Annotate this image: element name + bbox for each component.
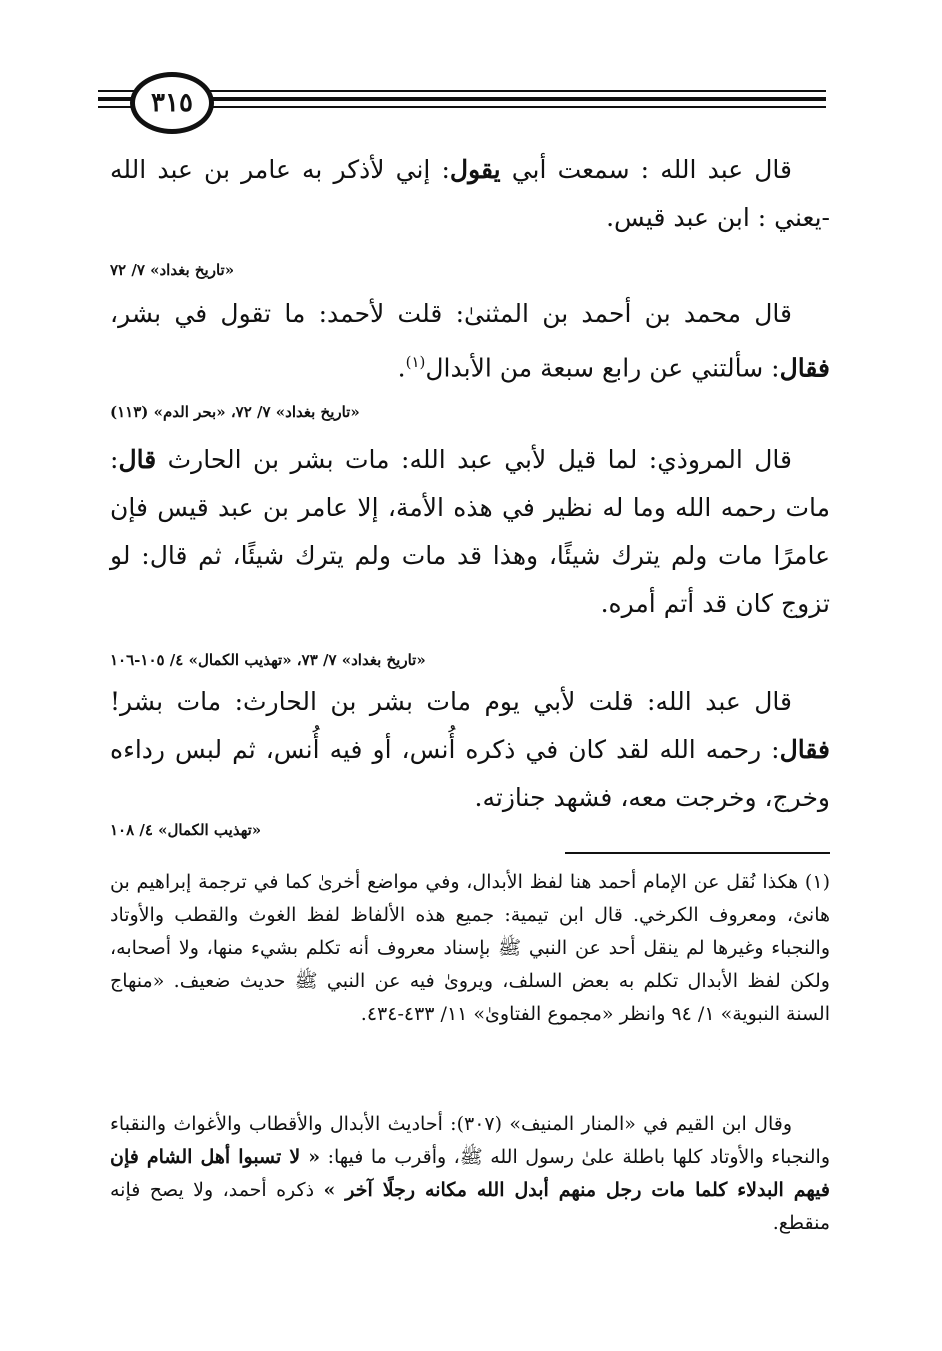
footnote-marker[interactable]: (١): [405, 353, 426, 371]
paragraph-3: قال المروذي: لما قيل لأبي عبد الله: مات بشر بن الحارث قال: مات رحمه الله وما له نظير في هذه الأمة، إلا عامر بن عبد قيس فإن عامرًا مات ولم يترك شيئًا، وهذا قد مات ولم يترك شيئًا، ثم قال: لو تزوج كان قد أتم أمره.: [110, 445, 830, 618]
paragraph-4: قال عبد الله: قلت لأبي يوم مات بشر بن الحارث: مات بشر! فقال: رحمه الله لقد كان في ذكره أُنس، أو فيه أُنس، ثم لبس رداءه وخرج، وخرجت معه، فشهد جنازته.: [110, 687, 830, 812]
source-citation-3: «تاريخ بغداد» ٧/ ٧٣، «تهذيب الكمال» ٤/ ١٠٥-١٠٦: [110, 651, 426, 669]
footnote-separator: [565, 852, 830, 854]
paragraph-2: قال محمد بن أحمد بن المثنىٰ: قلت لأحمد: ما تقول في بشر، فقال: سألتني عن رابع سبعة من الأبدال$^{(١)}$.: [110, 299, 830, 383]
source-citation-1: «تاريخ بغداد» ٧/ ٧٢: [110, 261, 235, 279]
page-header: [98, 78, 826, 128]
footnote-1: (١) هكذا نُقل عن الإمام أحمد هنا لفظ الأبدال، وفي مواضع أخرىٰ كما في ترجمة إبراهيم بن هانئ، ومعروف الكرخي. قال ابن تيمية: جميع هذه الألفاظ لفظ الغوث والقطب والأوتاد والنجباء وغيرها لم ينقل أحد عن النبي ﷺ بإسناد معروف أنه تكلم بشيء منها، ولا أصحابه، ولكن لفظ الأبدال تكلم به بعض السلف، ويروىٰ فيه عن النبي ﷺ حديث ضعيف. «منهاج السنة النبوية» ١/ ٩٤ وانظر «مجموع الفتاوىٰ» ١١/ ٤٣٣-٤٣٤.: [110, 871, 830, 1025]
page-number: ٣١٥: [130, 72, 214, 134]
footnote-1-continuation: وقال ابن القيم في «المنار المنيف» (٣٠٧): أحاديث الأبدال والأقطاب والأغواث والنقباء والنجباء والأوتاد كلها باطلة علىٰ رسول الله ﷺ، وأقرب ما فيها: « لا تسبوا أهل الشام فإن فيهم البدلاء كلما مات رجل منهم أبدل الله مكانه رجلًا آخر » ذكره أحمد، ولا يصح فإنه منقطع.: [110, 1113, 831, 1234]
source-citation-4: «تهذيب الكمال» ٤/ ١٠٨: [110, 821, 262, 839]
source-citation-2: «تاريخ بغداد» ٧/ ٧٢، «بحر الدم» (١١٣): [110, 403, 360, 421]
paragraph-1: قال عبد الله : سمعت أبي يقول: إني لأذكر به عامر بن عبد الله -يعني : ابن عبد قيس.: [110, 155, 830, 232]
